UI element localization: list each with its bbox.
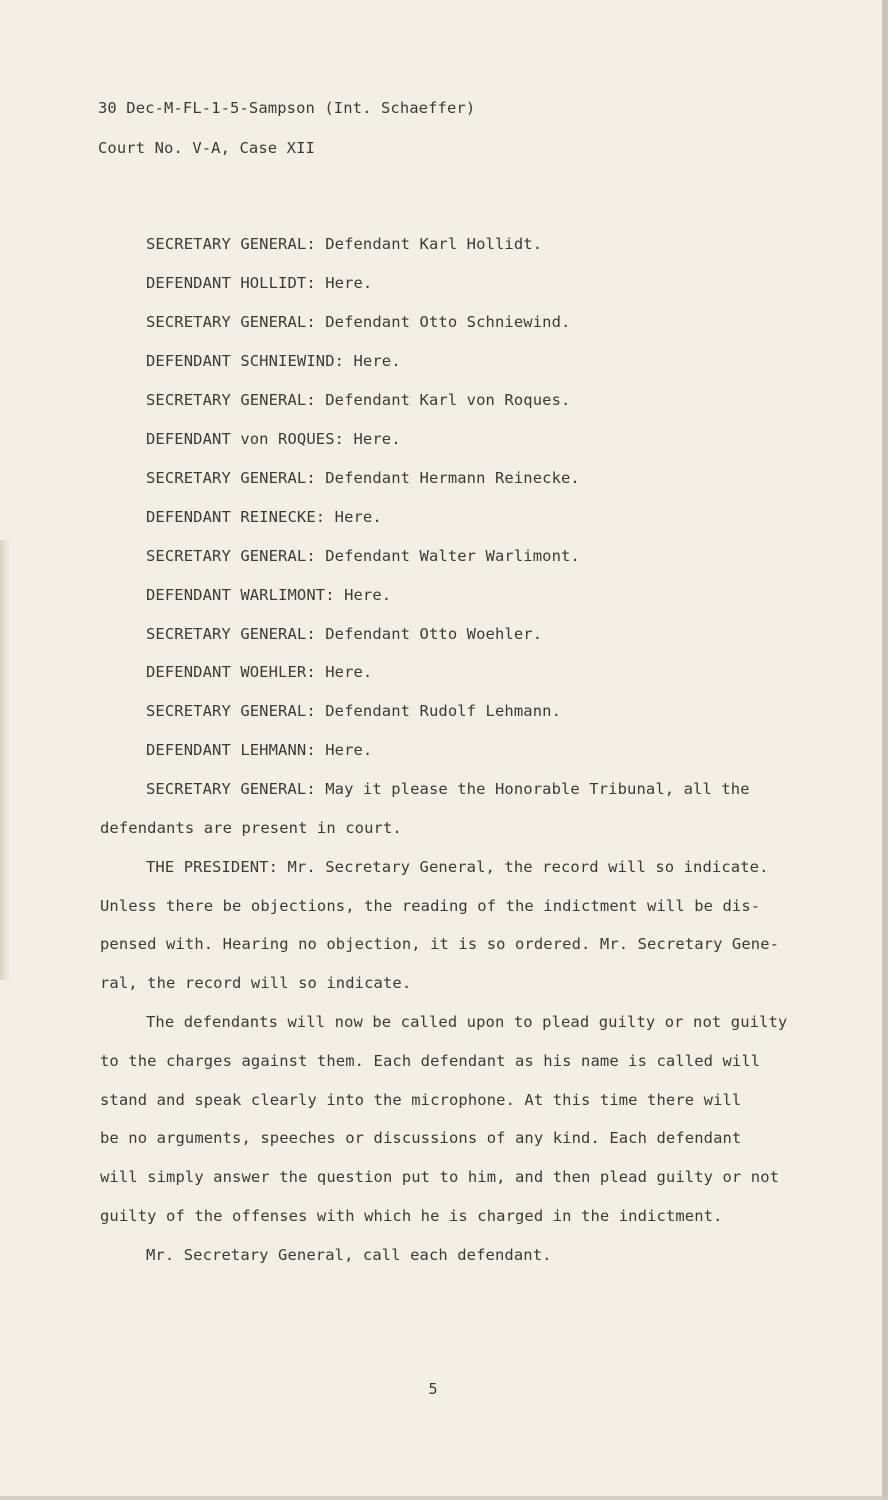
transcript-line: SECRETARY GENERAL: Defendant Otto Woehler. [146, 625, 543, 643]
final-instruction-line: Mr. Secretary General, call each defendant. [146, 1246, 552, 1264]
instruction-line: to the charges against them. Each defendant as his name is called will [100, 1052, 761, 1070]
secretary-statement-line: SECRETARY GENERAL: May it please the Honorable Tribunal, all the [146, 780, 750, 798]
secretary-statement-line: defendants are present in court. [100, 819, 402, 837]
page-edge-shadow [0, 540, 10, 980]
president-statement-line: Unless there be objections, the reading of the indictment will be dis- [100, 897, 761, 915]
transcript-line: SECRETARY GENERAL: Defendant Karl von Roques. [146, 391, 571, 409]
transcript-line: DEFENDANT LEHMANN: Here. [146, 741, 373, 759]
transcript-line: DEFENDANT SCHNIEWIND: Here. [146, 352, 401, 370]
transcript-line: SECRETARY GENERAL: Defendant Rudolf Lehmann. [146, 702, 561, 720]
transcript-line: SECRETARY GENERAL: Defendant Karl Hollidt. [146, 235, 543, 253]
instruction-line: will simply answer the question put to him, and then plead guilty or not [100, 1168, 780, 1186]
transcript-line: SECRETARY GENERAL: Defendant Otto Schniewind. [146, 313, 571, 331]
president-statement-line: THE PRESIDENT: Mr. Secretary General, the record will so indicate. [146, 858, 769, 876]
transcript-line: DEFENDANT von ROQUES: Here. [146, 430, 401, 448]
transcript-line: SECRETARY GENERAL: Defendant Hermann Reinecke. [146, 469, 580, 487]
transcript-line: SECRETARY GENERAL: Defendant Walter Warlimont. [146, 547, 580, 565]
president-statement-line: ral, the record will so indicate. [100, 974, 412, 992]
header-reference: 30 Dec-M-FL-1-5-Sampson (Int. Schaeffer) [98, 99, 476, 117]
instruction-line: The defendants will now be called upon to plead guilty or not guilty [146, 1013, 788, 1031]
instruction-line: guilty of the offenses with which he is charged in the indictment. [100, 1207, 723, 1225]
instruction-line: be no arguments, speeches or discussions of any kind. Each defendant [100, 1129, 742, 1147]
page-number: 5 [428, 1380, 438, 1398]
instruction-line: stand and speak clearly into the microphone. At this time there will [100, 1091, 742, 1109]
transcript-line: DEFENDANT REINECKE: Here. [146, 508, 382, 526]
header-court-case: Court No. V-A, Case XII [98, 139, 315, 157]
transcript-line: DEFENDANT HOLLIDT: Here. [146, 274, 373, 292]
transcript-line: DEFENDANT WARLIMONT: Here. [146, 586, 392, 604]
transcript-line: DEFENDANT WOEHLER: Here. [146, 663, 373, 681]
president-statement-line: pensed with. Hearing no objection, it is so ordered. Mr. Secretary Gene- [100, 935, 780, 953]
